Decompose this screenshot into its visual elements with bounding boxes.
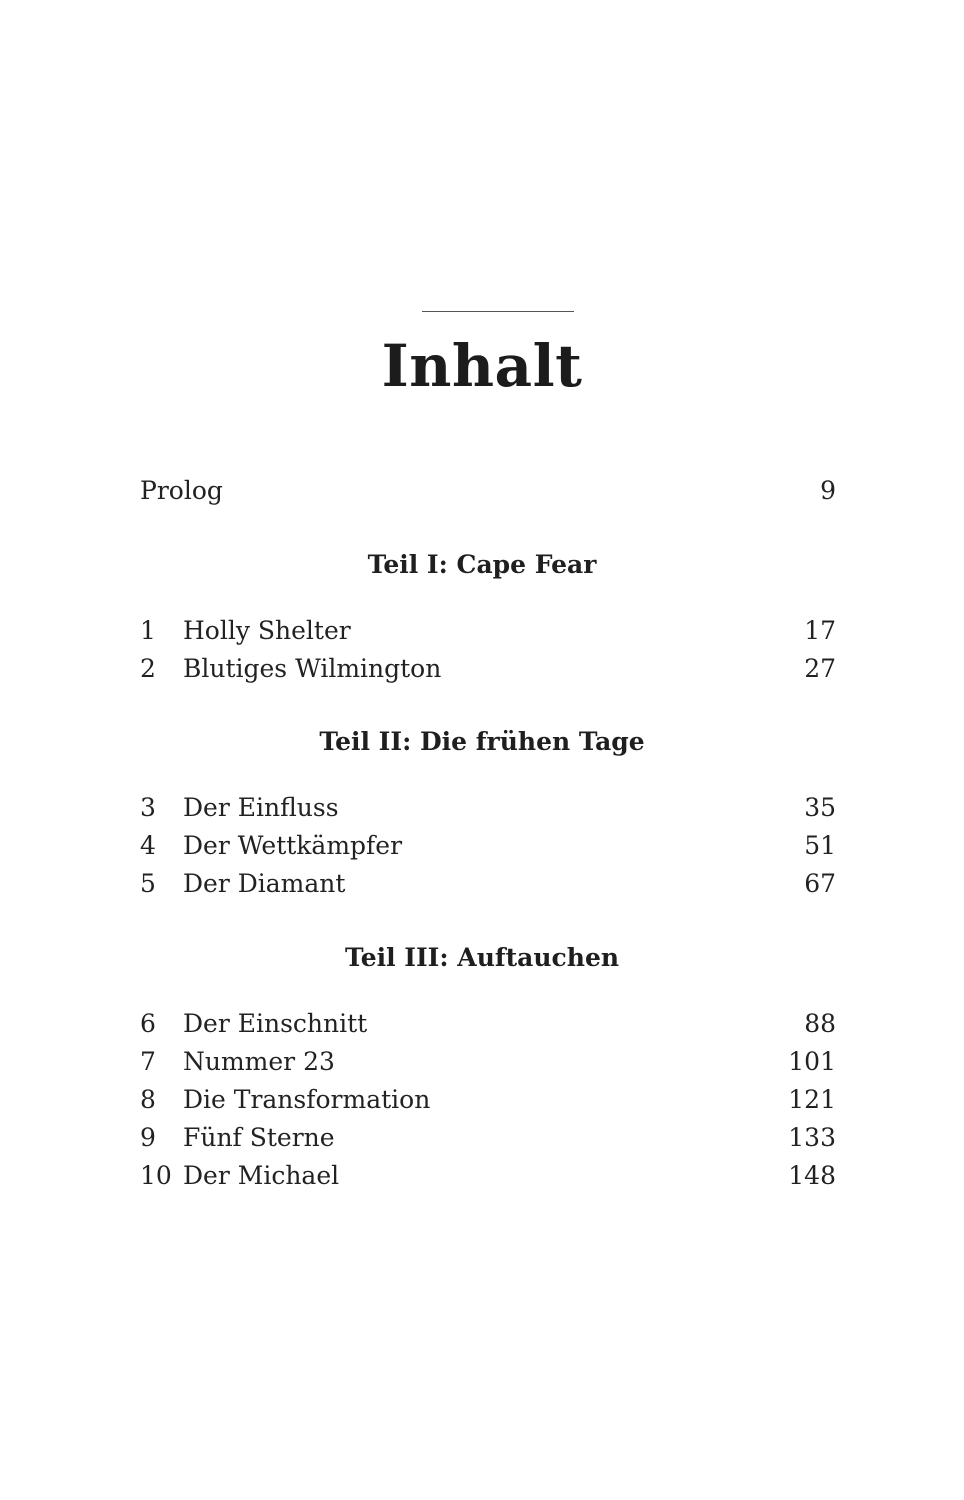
section-heading-teil-1: Teil I: Cape Fear (367, 550, 597, 579)
title-rule (422, 311, 574, 312)
toc-entry-label: Der Michael (183, 1161, 340, 1190)
toc-entry-page: 67 (804, 869, 836, 898)
toc-entry-number: 6 (140, 1009, 156, 1038)
toc-entry-chapter-9[interactable] (140, 1119, 836, 1157)
toc-entry-number: 10 (140, 1161, 172, 1190)
toc-entry-chapter-1[interactable] (140, 612, 836, 650)
toc-entry-page: 9 (820, 476, 836, 505)
toc-entry-chapter-7[interactable] (140, 1043, 836, 1081)
toc-entry-number: 4 (140, 831, 156, 860)
toc-entry-number: 3 (140, 793, 156, 822)
toc-entry-number: 5 (140, 869, 156, 898)
toc-entry-number: 1 (140, 616, 156, 645)
toc-entry-page: 121 (788, 1085, 836, 1114)
toc-entry-label: Fünf Sterne (183, 1123, 335, 1152)
toc-entry-label: Die Transformation (183, 1085, 431, 1114)
toc-entry-page: 35 (804, 793, 836, 822)
toc-entry-chapter-3[interactable] (140, 789, 836, 827)
toc-entry-page: 133 (788, 1123, 836, 1152)
toc-entry-page: 27 (804, 654, 836, 683)
toc-entry-chapter-8[interactable] (140, 1081, 836, 1119)
toc-entry-page: 101 (788, 1047, 836, 1076)
toc-entry-label: Der Einschnitt (183, 1009, 368, 1038)
toc-entry-label: Nummer 23 (183, 1047, 335, 1076)
toc-entry-number: 7 (140, 1047, 156, 1076)
toc-entry-label: Blutiges Wilmington (183, 654, 442, 683)
toc-entry-page: 88 (804, 1009, 836, 1038)
toc-entry-label: Holly Shelter (183, 616, 351, 645)
toc-entry-label: Prolog (140, 476, 223, 505)
toc-entry-page: 51 (804, 831, 836, 860)
toc-entry-page: 17 (804, 616, 836, 645)
page-title: Inhalt (381, 332, 583, 400)
toc-entry-page: 148 (788, 1161, 836, 1190)
toc-entry-label: Der Einfluss (183, 793, 339, 822)
toc-entry-number: 2 (140, 654, 156, 683)
toc-entry-number: 8 (140, 1085, 156, 1114)
section-heading-teil-2: Teil II: Die frühen Tage (319, 727, 645, 756)
toc-entry-label: Der Wettkämpfer (183, 831, 403, 860)
toc-entry-chapter-4[interactable] (140, 827, 836, 865)
section-heading-teil-3: Teil III: Auftauchen (344, 943, 620, 972)
toc-entry-chapter-5[interactable] (140, 865, 836, 903)
toc-entry-number: 9 (140, 1123, 156, 1152)
toc-entry-label: Der Diamant (183, 869, 346, 898)
toc-entry-chapter-2[interactable] (140, 650, 836, 688)
toc-entry-chapter-6[interactable] (140, 1005, 836, 1043)
toc-entry-chapter-10[interactable] (140, 1157, 836, 1195)
toc-entry-prolog[interactable] (140, 472, 836, 510)
